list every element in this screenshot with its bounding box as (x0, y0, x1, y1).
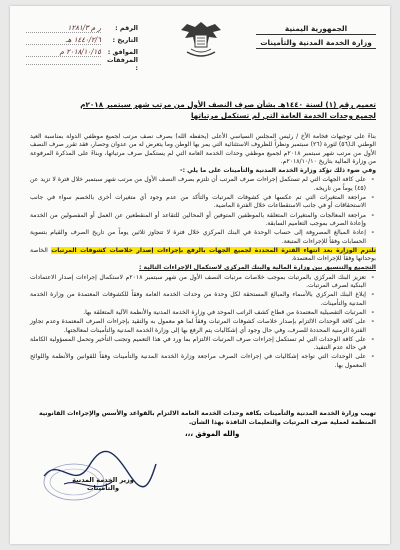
section-2-heading: التجميع والتنسيق بين وزارة المالية والبنك المركزي لاستكمال الإجراءات التالية : (139, 264, 376, 272)
ministry-name: وزارة الخدمة المدنية والتأمينات (256, 38, 376, 49)
reference-block (26, 22, 138, 70)
document-page (10, 6, 390, 544)
handwritten-signature-icon (34, 436, 164, 511)
title-line-1: تعميم رقم (١) لسنة ١٤٤٠هـ بشأن صرف النصف الأول من مرتب شهر سبتمبر ٢٠١٨م (80, 100, 376, 109)
reference-number-row (26, 22, 138, 34)
reference-label: الرقم : (115, 24, 138, 32)
directive-line: وفي ضوء ذلك تؤكد وزارة الخدمة المدنية والتأمينات على ما يلي :- (180, 167, 376, 175)
attachments-value (26, 64, 101, 65)
directive-list (30, 176, 376, 245)
closing-paragraph: تهيب وزارة الخدمة المدنية والتأمينات بكافة وحدات الخدمة العامة الالتزام بالقواعد والأسس والإجراءات القانونية المنظمة لعملية صرف المرتبات والتعليمات النافذة بهذا الشأن. (38, 410, 376, 426)
list-item: - إبلاغ البنك المركزي بالأسماء والمبالغ المستحقة لكل وحدة من وحدات الخدمة العامة وفقاً للكشوفات المعتمدة من وزارة الخدمة المدنية والتأمينات. (30, 291, 366, 308)
republic-name: الجمهورية اليمنية (256, 24, 376, 35)
list-item: - على كافة الوحدات الالتزام بإصدار خلاصات كشوفات المرتبات وفقاً لما هو معمول به والتقيد بإجراءات الصرف المعتمدة وعدم تجاوز الفترة الزمنية المحددة للصرف، وفي حال وجود أي إشكاليات يتم الرفع بها إلى وزارة الخدمة المدنية والتأمينات لمعالجتها. (30, 318, 366, 335)
list-item: - مراجعة المعالجات والمتغيرات المتعلقة بالموظفين المتوفين أو المحالين للتقاعد أو المنقطعين عن العمل أو المفصولين من الخدمة وإعادة الصرف بموجب التعاميم السابقة. (30, 212, 366, 229)
closing-block (30, 410, 376, 429)
list-item: - على كافة الوحدات التي لم تستكمل إجراءات صرف المرتبات الالتزام بما ورد في هذا التعميم وتجنب التأخير وتحمل المسؤولية الكاملة في حالة عدم التنفيذ. (30, 336, 366, 353)
list-item: - إعادة المبالغ المصروفة إلى حساب الوحدة في البنك المركزي خلال فترة لا تتجاوز ثلاثين يوماً من تاريخ الصرف والقيام بتسوية الحسابات وفقاً للإجراءات المتبعة. (30, 229, 366, 246)
list-item: - المرتبات التفصيلية المعتمدة من قطاع كشف الراتب الموحد في وزارة الخدمة المدنية والأنظمة الآلية المتعلقة بها. (30, 309, 366, 317)
list-item: - مراجعة المتغيرات التي تم عكسها في كشوفات المرتبات والتأكد من عدم وجود أي متغيرات أخرى بالخصم سواء في جانب الاستحقاقات أو في جانب الاستقطاعات خلال الفترة الماضية. (30, 194, 366, 211)
circular-body (30, 133, 376, 371)
intro-paragraph: بناءً على توجيهات فخامة الأخ / رئيس المجلس السياسي الأعلى (يحفظه الله) بصرف نصف مرتب لجميع موظفي الدولة بمناسبة العيد الوطني الـ(٥٦) لثورة (٢٦) سبتمبر ونظراً للظروف الاستثنائية التي يمر بها الوطن وما يتعرض له من عدوان وحصار، فقد تقرر صرف النصف الأول من مرتب شهر سبتمبر ٢٠١٨م لجميع موظفي وحدات الخدمة العامة التي لم يستكمل صرف مرتباتها، وبناءً على المذكرة المرفوعة من وزارة المالية بتاريخ ٢٠١٨/١٠/١٠م. (30, 133, 376, 165)
highlighted-tail: الخاصة بوحداتها وفقاً للإجراءات المعتمدة. (30, 246, 376, 263)
date-value: ١٤٤٠/٢/٦ هـ (26, 36, 101, 45)
list-item: - تعزيز البنك المركزي بالمرتبات بموجب خلاصات مرتبات النصف الأول من شهر سبتمبر ٢٠١٨م لاستكمال إجراءات إصدار الاعتمادات البنكية لصرف المرتبات. (30, 274, 366, 291)
attachments-label: المرفقات : (107, 56, 138, 72)
attachments-row (26, 58, 138, 70)
signatory-title: وزير الخدمة المدنية والتأمينات (72, 476, 134, 492)
list-item: - على كافة الجهات التي لم تستكمل إجراءات صرف المرتب أن تلتزم بصرف النصف الأول من مرتب شهر سبتمبر خلال فترة لا تزيد عن (٤٥) يوماً من تاريخه. (30, 176, 366, 193)
title-line-2: لجميع وحدات الخدمة العامة التي لم تستكمل مرتباتها (190, 111, 376, 120)
list-item: - على الوحدات التي تواجه إشكاليات في إجراءات الصرف مراجعة وزارة الخدمة المدنية والتأمينات وفقاً للقوانين والأنظمة واللوائح المعمول بها. (30, 353, 366, 370)
circular-title (32, 99, 376, 121)
date2-value: ٢٠١٨/١٠/١٥ م (26, 48, 101, 57)
directive-list-2 (30, 274, 376, 370)
highlighted-text: تلتزم الوزارة بعد انتهاء الفترة المحددة لجميع الجهات بالرفع بإجراءات إصدار خلاصات كشوفات المرتبات (51, 246, 377, 254)
date-row (26, 34, 138, 46)
reference-value: ر م ١٢٨١/٣ (26, 24, 101, 33)
letterhead-header (256, 24, 376, 49)
regards-line: والله الموفق ،،، (185, 430, 240, 438)
date-label: التاريخ : (112, 36, 138, 44)
highlighted-paragraph (30, 247, 376, 264)
republic-emblem-icon (175, 18, 227, 62)
date2-label: الموافق : (107, 48, 138, 56)
